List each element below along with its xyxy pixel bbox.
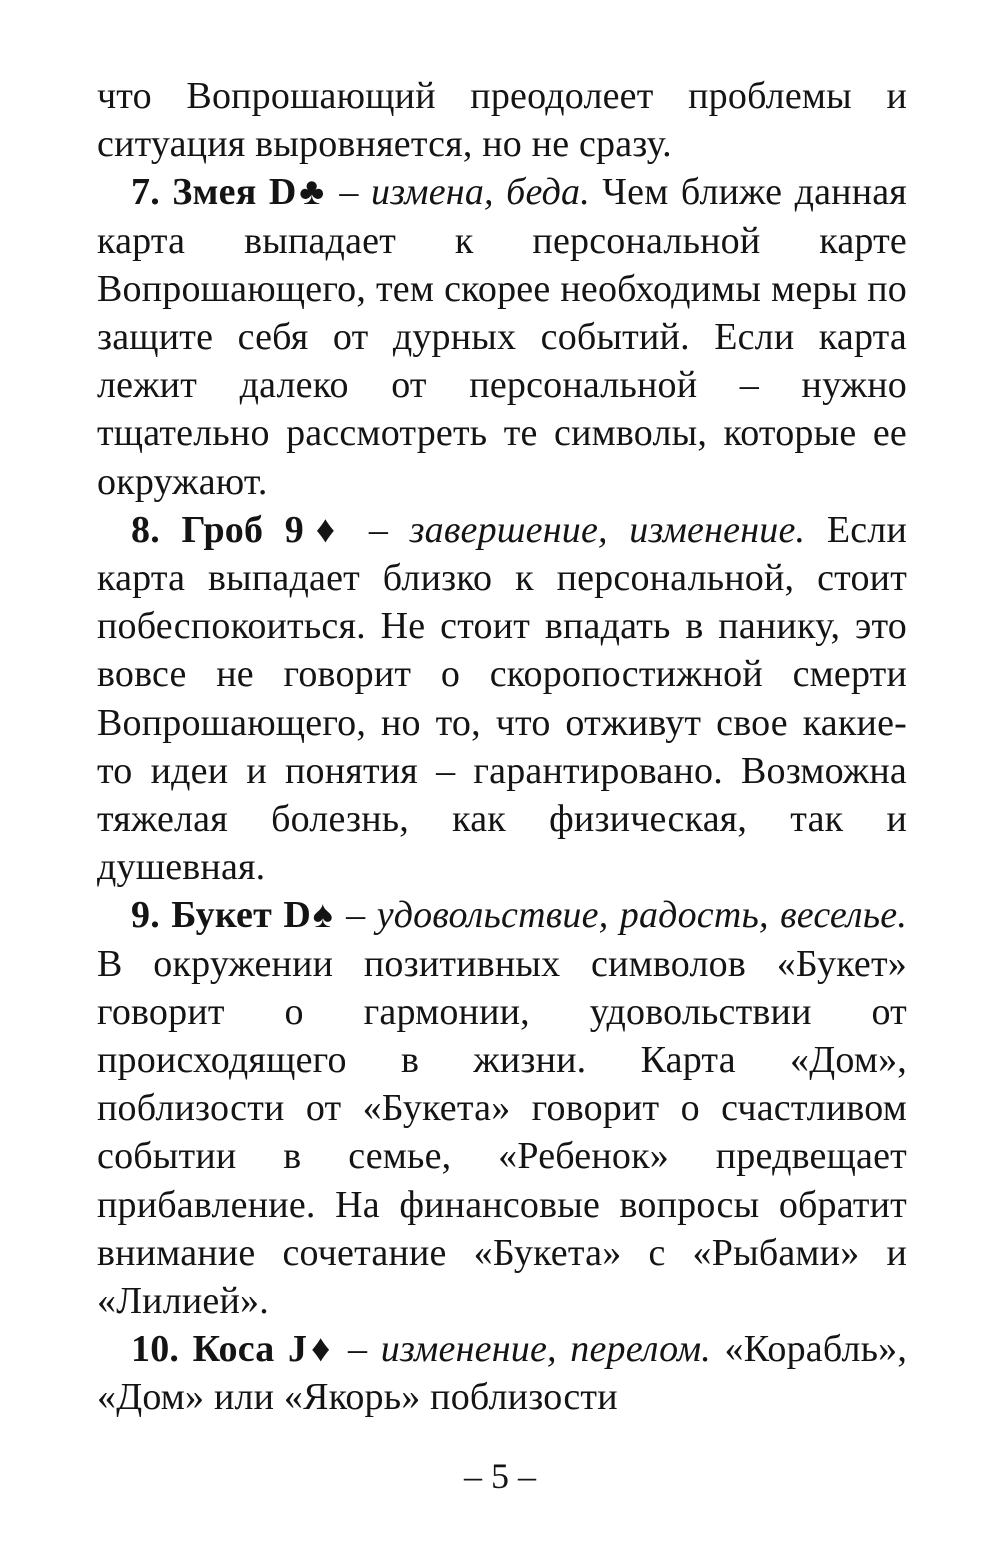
entry-8: [97, 506, 907, 892]
entry-text: Чем ближе данная карта выпадает к персональной карте Вопрошающего, тем скорее необходимы меры по защите себя от дурных событий. Если карта лежит далеко от персональной – нужно тщательно рассмотреть те символы, которые ее окружают.: [97, 171, 907, 503]
card-meaning: завершение, изменение.: [409, 508, 806, 551]
dash: –: [339, 171, 359, 214]
card-suit: 9♦: [284, 508, 348, 551]
dash: –: [346, 894, 366, 937]
card-suit: D♠: [283, 894, 335, 937]
intro-paragraph: что Вопрошающий преодолеет проблемы и ситуация выровняется, но не сразу.: [97, 75, 907, 166]
card-meaning: измена, беда.: [371, 171, 590, 214]
card-meaning: удовольствие, радость, веселье.: [376, 894, 908, 937]
card-suit: J♦: [288, 1328, 335, 1371]
page-number: – 5 –: [464, 1456, 536, 1496]
entry-7: [97, 168, 907, 505]
entry-number: 10.: [131, 1328, 180, 1371]
entry-text: Если карта выпадает близко к персональной, стоит побеспокоиться. Не стоит впадать в панику, это вовсе не говорит о скоропостижной смерти Вопрошающего, но то, что отживут свое какие-то идеи и понятия – гарантировано. Возможна тяжелая болезнь, как физическая, так и душевная.: [97, 508, 907, 889]
card-meaning: изменение, перелом.: [380, 1328, 711, 1371]
entry-number: 8.: [131, 508, 160, 551]
dash: –: [368, 508, 389, 551]
dash: –: [348, 1328, 368, 1371]
entry-number: 9.: [131, 894, 160, 937]
entry-9: [97, 891, 907, 1325]
card-suit: D♣: [268, 171, 328, 214]
entry-number: 7.: [131, 171, 160, 214]
card-name: Букет: [171, 894, 272, 937]
card-name: Змея: [172, 171, 257, 214]
page-body: [97, 72, 907, 1422]
entry-text: «Корабль», «Дом» или «Якорь» поблизости: [97, 1328, 908, 1419]
card-name: Коса: [192, 1328, 275, 1371]
entry-10: [97, 1325, 907, 1421]
entry-text: В окружении позитивных символов «Букет» говорит о гармонии, удовольствии от происходящего в жизни. Карта «Дом», поблизости от «Букета» говорит о счастливом событии в семье, «Ребенок» предвещает прибавление. На финансовые вопросы обратит внимание сочетание «Букета» с «Рыбами» и «Лилией».: [97, 942, 907, 1323]
card-name: Гроб: [181, 508, 264, 551]
